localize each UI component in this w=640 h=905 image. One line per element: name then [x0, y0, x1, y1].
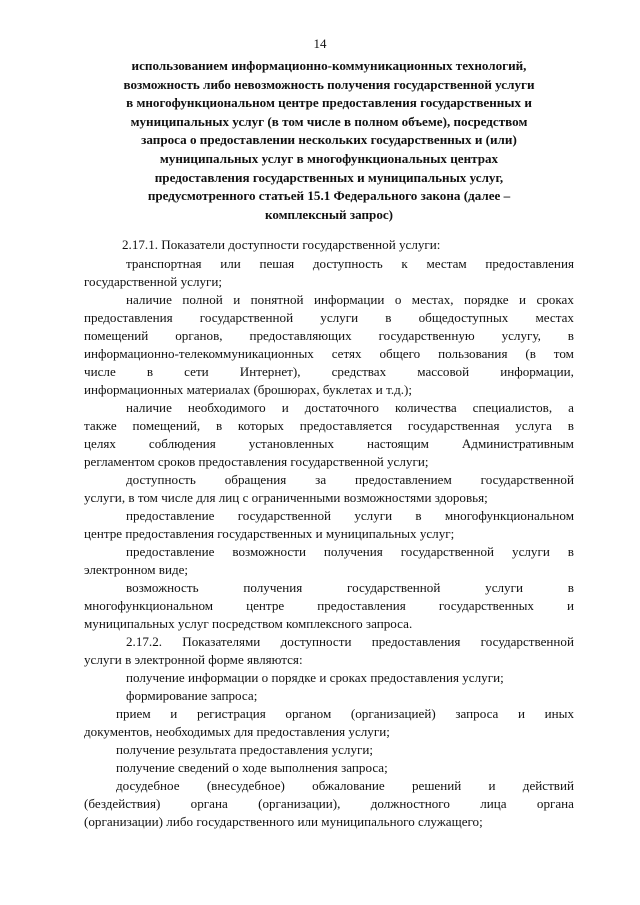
body-line: информационных материалах (брошюрах, буклетах и т.д.);: [84, 382, 413, 397]
heading-line: предусмотренного статьей 15.1 Федерального закона (далее –: [147, 188, 511, 204]
body-line: предоставление возможности получения государственной услуги в: [126, 544, 574, 559]
heading-line: в многофункциональном центре предоставления государственных и: [126, 95, 532, 111]
body-line: получение информации о порядке и сроках предоставления услуги;: [126, 670, 504, 685]
heading-line: предоставления государственных и муниципальных услуг,: [154, 169, 504, 185]
body-line: наличие необходимого и достаточного количества специалистов, а: [126, 400, 574, 415]
body-line: целях соблюдения установленных настоящим Административным: [84, 436, 574, 451]
body-line: муниципальных услуг посредством комплексного запроса.: [84, 616, 413, 631]
body-line: возможность получения государственной услуги в: [126, 580, 574, 595]
body-line: также помещений, в которых предоставляется государственная услуга в: [84, 418, 574, 433]
body-line: 2.17.1. Показатели доступности государственной услуги:: [122, 237, 441, 252]
heading-line: возможность либо невозможность получения государственной услуги: [123, 76, 535, 92]
heading-line: использованием информационно-коммуникационных технологий,: [131, 58, 527, 73]
body-line: услуги в электронной форме являются:: [84, 652, 303, 667]
body-line: многофункциональном центре предоставления государственных и: [84, 598, 574, 613]
heading-line: комплексный запрос): [264, 206, 394, 222]
body-line: документов, необходимых для предоставления услуги;: [84, 724, 390, 739]
body-line: (организации) либо государственного или муниципального служащего;: [84, 814, 483, 829]
body-line: досудебное (внесудебное) обжалование решений и действий: [116, 778, 574, 793]
body-line: электронном виде;: [84, 562, 189, 577]
body-line: информационно-телекоммуникационных сетях общего пользования (в том: [84, 346, 574, 361]
body-line: предоставления государственной услуги в общедоступных местах: [84, 310, 574, 325]
heading-line: муниципальных услуг (в том числе в полном объеме), посредством: [130, 113, 528, 129]
body-line: 2.17.2. Показателями доступности предоставления государственной: [126, 634, 574, 649]
heading-line: запроса о предоставлении нескольких государственных и (или): [141, 132, 517, 148]
body-line: транспортная или пешая доступность к местам предоставления: [126, 256, 574, 271]
body-line: (бездействия) органа (организации), должностного лица органа: [84, 796, 574, 811]
body-line: предоставление государственной услуги в многофункциональном: [126, 508, 574, 523]
section-heading: [84, 57, 574, 224]
body-line: помещений органов, предоставляющих государственную услугу, в: [84, 328, 574, 343]
page-number: 14: [313, 36, 327, 51]
body-line: регламентом сроков предоставления государственной услуги;: [84, 454, 429, 469]
body-line: наличие полной и понятной информации о местах, порядке и сроках: [126, 292, 574, 307]
body-line: услуги, в том числе для лиц с ограниченными возможностями здоровья;: [84, 490, 488, 505]
body-line: получение сведений о ходе выполнения запроса;: [116, 760, 388, 775]
body-line: центре предоставления государственных и муниципальных услуг;: [84, 526, 455, 541]
heading-line: муниципальных услуг в многофункциональных центрах: [159, 150, 499, 166]
body-line: прием и регистрация органом (организацией) запроса и иных: [116, 706, 574, 721]
body-line: государственной услуги;: [84, 274, 223, 289]
body-line: получение результата предоставления услуги;: [116, 742, 374, 757]
body-line: доступность обращения за предоставлением государственной: [126, 472, 574, 487]
body-line: числе в сети Интернет), средствах массовой информации,: [84, 364, 574, 379]
body-line: формирование запроса;: [126, 688, 258, 703]
